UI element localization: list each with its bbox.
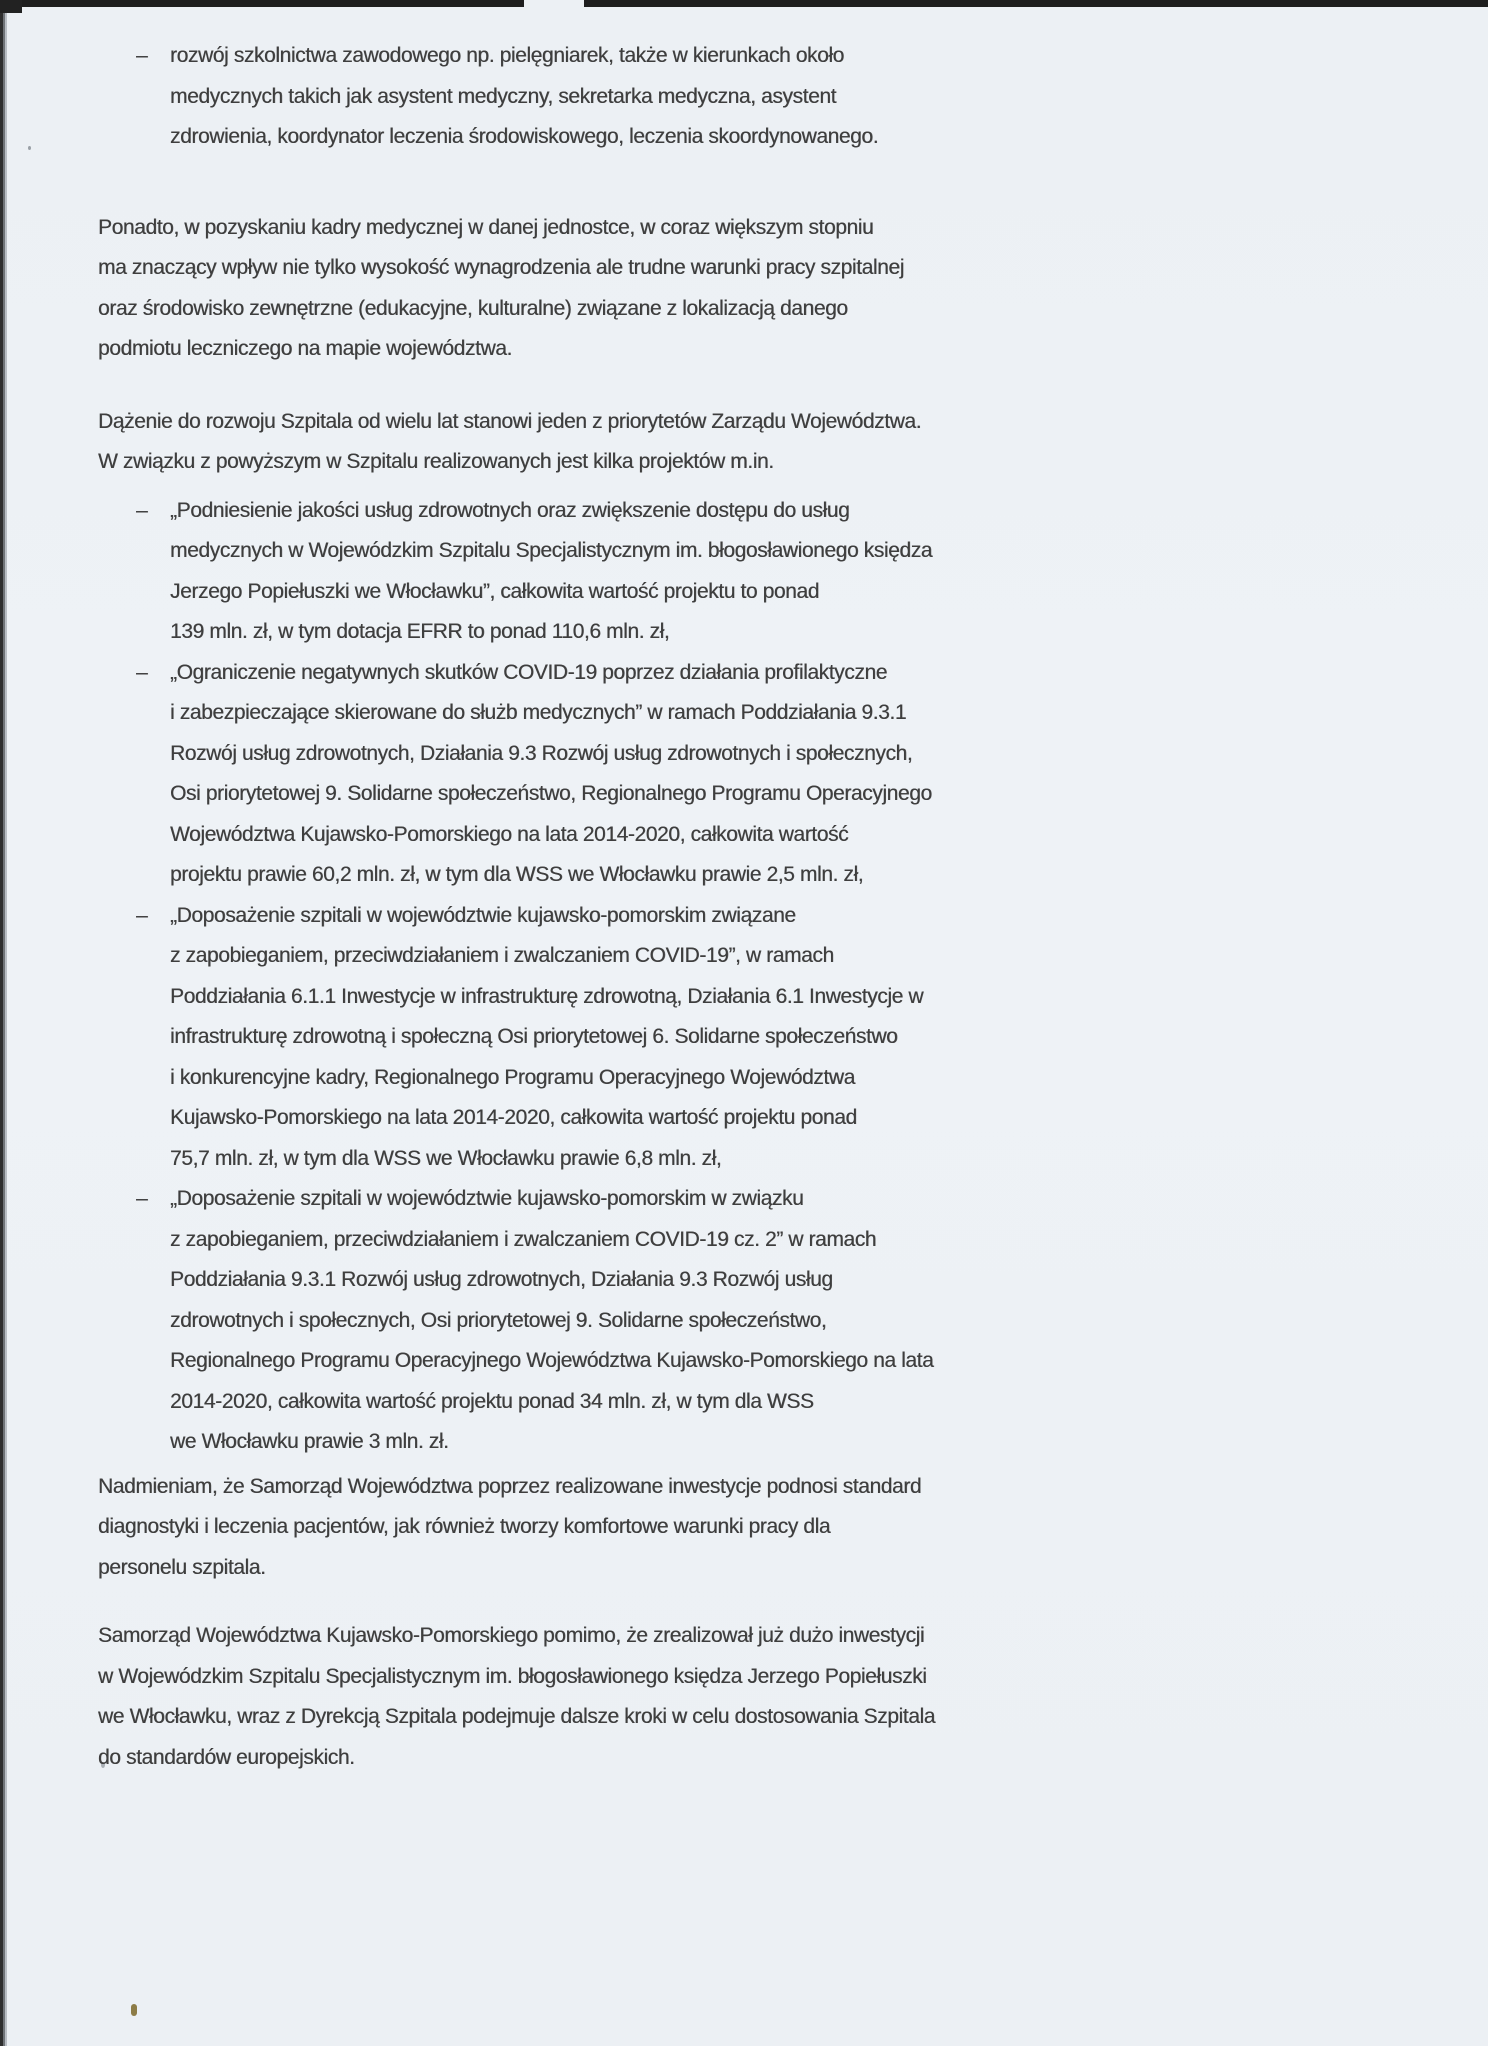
text-line: rozwój szkolnictwa zawodowego np. pielęgniarek, także w kierunkach około	[170, 44, 844, 67]
scan-edge-artifact	[0, 0, 7, 2046]
text-line: z zapobieganiem, przeciwdziałaniem i zwalczaniem COVID-19”, w ramach	[170, 944, 834, 967]
text-line: Jerzego Popiełuszki we Włocławku”, całkowita wartość projektu to ponad	[170, 579, 819, 603]
bullet-item	[98, 491, 998, 653]
scan-corner-artifact	[0, 0, 22, 13]
document-body	[98, 36, 998, 1778]
text-line: Dążenie do rozwoju Szpitala od wielu lat stanowi jeden z priorytetów Zarządu Województwa.	[98, 409, 922, 433]
paragraph	[98, 208, 998, 370]
text-line: zdrowotnych i społecznych, Osi priorytetowej 9. Solidarne społeczeństwo,	[170, 1308, 827, 1332]
text-line: projektu prawie 60,2 mln. zł, w tym dla WSS we Włocławku prawie 2,5 mln. zł,	[170, 863, 864, 886]
text-line: 2014-2020, całkowita wartość projektu ponad 34 mln. zł, w tym dla WSS	[170, 1389, 814, 1413]
bullet-item	[98, 36, 998, 158]
text-line: i konkurencyjne kadry, Regionalnego Programu Operacyjnego Województwa	[170, 1065, 855, 1089]
text-line: „Doposażenie szpitali w województwie kujawsko-pomorskim związane	[170, 903, 796, 927]
scan-speck-artifact	[131, 2004, 137, 2016]
text-line: we Włocławku, wraz z Dyrekcją Szpitala podejmuje dalsze kroki w celu dostosowania Szpitala	[98, 1705, 936, 1728]
bullet-dash: –	[136, 498, 148, 522]
text-line: 139 mln. zł, w tym dotacja EFRR to ponad 110,6 mln. zł,	[170, 620, 670, 643]
scan-speck-artifact	[28, 146, 31, 150]
bullet-dash: –	[136, 44, 148, 67]
paragraph	[98, 1616, 998, 1778]
text-line: Poddziałania 6.1.1 Inwestycje w infrastrukturę zdrowotną, Działania 6.1 Inwestycje w	[170, 984, 924, 1008]
text-line: infrastrukturę zdrowotną i społeczną Osi priorytetowej 6. Solidarne społeczeństwo	[170, 1025, 898, 1048]
text-line: medycznych takich jak asystent medyczny, sekretarka medyczna, asystent	[170, 84, 837, 108]
text-line: z zapobieganiem, przeciwdziałaniem i zwalczaniem COVID-19 cz. 2” w ramach	[170, 1227, 877, 1251]
text-line: Regionalnego Programu Operacyjnego Województwa Kujawsko-Pomorskiego na lata	[170, 1349, 934, 1372]
paragraph	[98, 402, 998, 483]
bullet-dash: –	[136, 903, 148, 927]
text-line: medycznych w Wojewódzkim Szpitalu Specjalistycznym im. błogosławionego księdza	[170, 539, 933, 562]
text-line: Nadmieniam, że Samorząd Województwa poprzez realizowane inwestycje podnosi standard	[98, 1474, 922, 1498]
scan-top-band-artifact	[584, 0, 1488, 7]
text-line: Ponadto, w pozyskaniu kadry medycznej w danej jednostce, w coraz większym stopniu	[98, 215, 874, 239]
text-line: personelu szpitala.	[98, 1555, 266, 1579]
text-line: ma znaczący wpływ nie tylko wysokość wynagrodzenia ale trudne warunki pracy szpitalnej	[98, 256, 904, 279]
text-line: Osi priorytetowej 9. Solidarne społeczeństwo, Regionalnego Programu Operacyjnego	[170, 782, 932, 805]
text-line: Województwa Kujawsko-Pomorskiego na lata 2014-2020, całkowita wartość	[170, 822, 849, 846]
bullet-item	[98, 653, 998, 896]
paragraph	[98, 1467, 998, 1589]
text-line: „Doposażenie szpitali w województwie kujawsko-pomorskim w związku	[170, 1187, 804, 1210]
text-line: 75,7 mln. zł, w tym dla WSS we Włocławku prawie 6,8 mln. zł,	[170, 1146, 722, 1170]
text-line: i zabezpieczające skierowane do służb medycznych” w ramach Poddziałania 9.3.1	[170, 701, 907, 724]
text-line: we Włocławku prawie 3 mln. zł.	[170, 1430, 449, 1453]
bullet-dash: –	[136, 1187, 148, 1210]
text-line: „Ograniczenie negatywnych skutków COVID-19 poprzez działania profilaktyczne	[170, 660, 888, 684]
bullet-dash: –	[136, 660, 148, 684]
text-line: oraz środowisko zewnętrzne (edukacyjne, kulturalne) związane z lokalizacją danego	[98, 296, 848, 320]
text-line: W związku z powyższym w Szpitalu realizowanych jest kilka projektów m.in.	[98, 450, 774, 473]
text-line: Rozwój usług zdrowotnych, Działania 9.3 Rozwój usług zdrowotnych i społecznych,	[170, 741, 913, 765]
text-line: Poddziałania 9.3.1 Rozwój usług zdrowotnych, Działania 9.3 Rozwój usług	[170, 1268, 833, 1291]
text-line: do standardów europejskich.	[98, 1745, 355, 1769]
text-line: Samorząd Województwa Kujawsko-Pomorskiego pomimo, że zrealizował już dużo inwestycji	[98, 1624, 925, 1647]
text-line: zdrowienia, koordynator leczenia środowiskowego, leczenia skoordynowanego.	[170, 125, 879, 148]
text-line: Kujawsko-Pomorskiego na lata 2014-2020, całkowita wartość projektu ponad	[170, 1106, 857, 1129]
text-line: w Wojewódzkim Szpitalu Specjalistycznym im. błogosławionego księdza Jerzego Popiełuszki	[98, 1664, 927, 1688]
scan-top-band-artifact	[0, 0, 524, 7]
bullet-item	[98, 1179, 998, 1463]
text-line: podmiotu leczniczego na mapie województwa.	[98, 337, 512, 360]
text-line: diagnostyki i leczenia pacjentów, jak również tworzy komfortowe warunki pracy dla	[98, 1515, 831, 1538]
bullet-item	[98, 896, 998, 1180]
text-line: „Podniesienie jakości usług zdrowotnych oraz zwiększenie dostępu do usług	[170, 498, 850, 522]
